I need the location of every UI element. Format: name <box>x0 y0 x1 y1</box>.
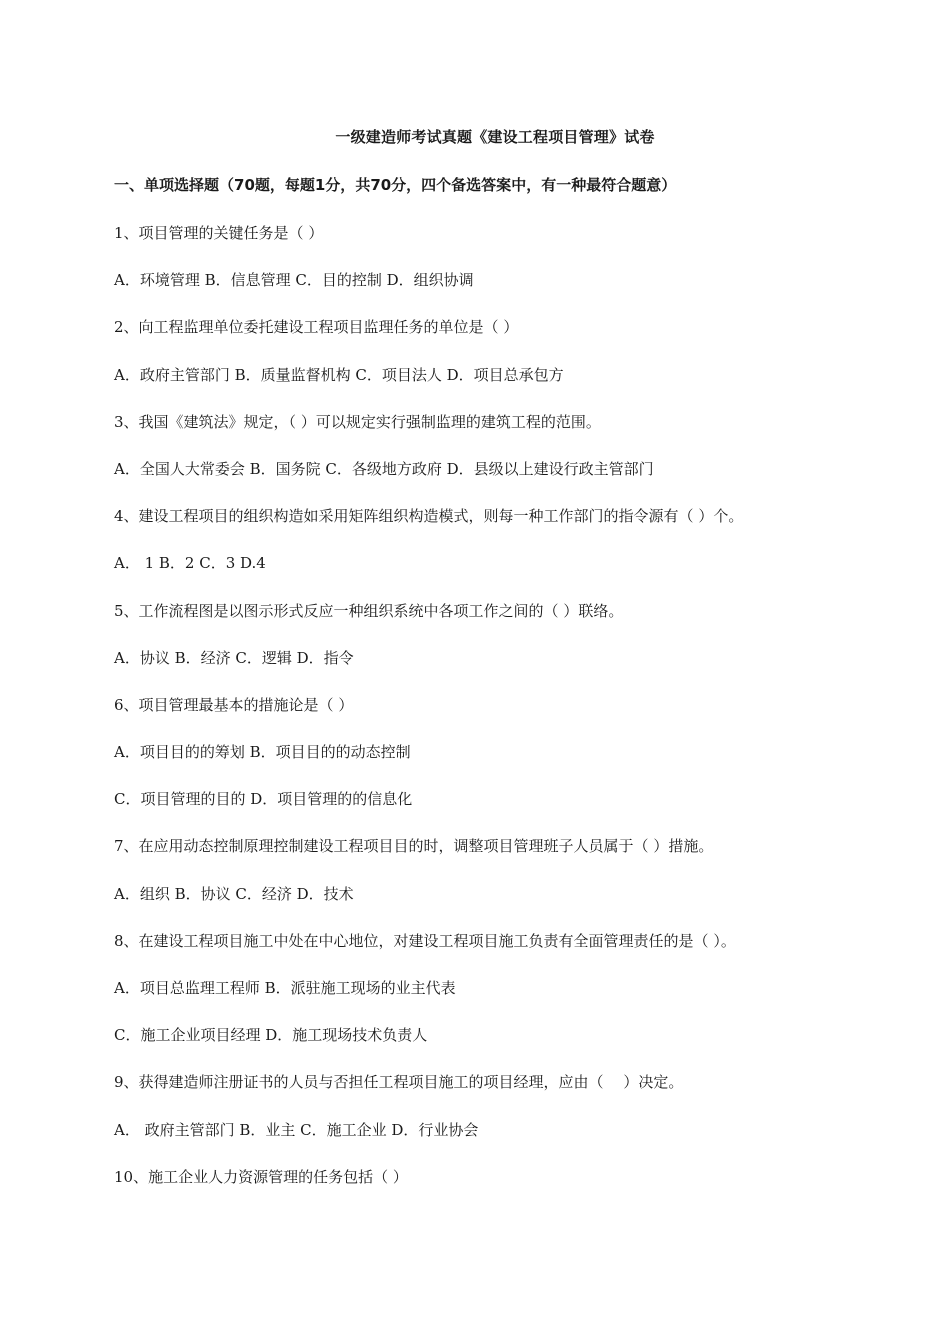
answer-options: A．项目总监理工程师 B．派驻施工现场的业主代表 <box>114 979 456 997</box>
section-heading: 一、单项选择题（70题，每题1分，共70分，四个备选答案中，有一种最符合题意） <box>114 176 677 194</box>
question-text: 6、项目管理最基本的措施论是（ ） <box>114 695 354 714</box>
answer-options: A． 1 B．2 C．3 D.4 <box>114 554 266 573</box>
question-list <box>114 222 894 1213</box>
answer-options: C．项目管理的目的 D．项目管理的的信息化 <box>114 790 413 809</box>
answer-options: A．组织 B．协议 C．经济 D．技术 <box>114 884 354 903</box>
question-text: 4、建设工程项目的组织构造如采用矩阵组织构造模式，则每一种工作部门的指令源有（ ）个。 <box>114 507 744 526</box>
answer-options: A．环境管理 B．信息管理 C．目的控制 D．组织协调 <box>114 271 474 290</box>
question-text: 3、我国《建筑法》规定，（ ）可以规定实行强制监理的建筑工程的范围。 <box>114 412 601 431</box>
answer-options: A．项目目的的筹划 B．项目目的的动态控制 <box>114 743 411 762</box>
question-text: 1、项目管理的关键任务是（ ） <box>114 224 324 242</box>
document-title: 一级建造师考试真题《建设工程项目管理》试卷 <box>335 128 655 146</box>
answer-options: A．协议 B．经济 C．逻辑 D．指令 <box>114 648 354 667</box>
answer-options: C．施工企业项目经理 D．施工现场技术负责人 <box>114 1026 428 1045</box>
question-text: 7、在应用动态控制原理控制建设工程项目目的时，调整项目管理班子人员属于（ ）措施。 <box>114 837 714 856</box>
answer-options: A．政府主管部门 B．质量监督机构 C．项目法人 D．项目总承包方 <box>114 365 564 384</box>
question-text: 2、向工程监理单位委托建设工程项目监理任务的单位是（ ） <box>114 318 519 337</box>
answer-options: A． 政府主管部门 B．业主 C．施工企业 D．行业协会 <box>114 1120 479 1139</box>
answer-options: A．全国人大常委会 B．国务院 C．各级地方政府 D．县级以上建设行政主管部门 <box>114 459 654 478</box>
question-text: 8、在建设工程项目施工中处在中心地位，对建设工程项目施工负责有全面管理责任的是（ ）。 <box>114 931 736 950</box>
question-text: 10、施工企业人力资源管理的任务包括（ ） <box>114 1167 408 1186</box>
question-text: 9、获得建造师注册证书的人员与否担任工程项目施工的项目经理，应由（ ）决定。 <box>114 1073 684 1092</box>
question-text: 5、工作流程图是以图示形式反应一种组织系统中各项工作之间的（ ）联络。 <box>114 601 624 620</box>
